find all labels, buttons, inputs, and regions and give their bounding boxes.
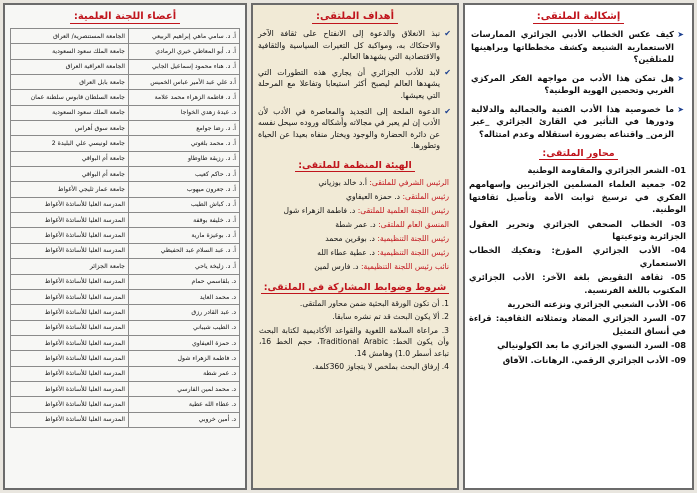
table-row <box>11 320 240 335</box>
member-name: أ. د. محمد بلغوتي <box>129 136 240 151</box>
member-name: أ. د. أبو المعاطي خيري الرمادي <box>129 44 240 59</box>
member-institution: جامعة السلطان قابوس سلطنة عمان <box>11 90 129 105</box>
member-name: أ.د علي عبد الأمير عباس الخميس <box>129 75 240 90</box>
question-item: ➤ ما خصوصية هذا الأدب الفنية والجمالية والدلالية ودورها في التأثير في القارئ الجزائري _عبر الزمن_ واقتناعه بضرورة استقلاله وعدم امتثاله؟ <box>471 103 684 139</box>
check-icon: ✔ <box>444 29 451 38</box>
member-name: د. عمر شطة <box>129 366 240 381</box>
org-line: رئيس اللجنة العلمية للملتقى: د. فاطمة الزهراء شول <box>283 205 449 215</box>
org-title: الهيئة المنظمة للملتقى: <box>253 160 457 171</box>
member-institution: المدرسة العليا للأساتذة الأغواط <box>11 366 129 381</box>
table-row <box>11 75 240 90</box>
member-name: أ. د. عبد السلام عبد الحفيظي <box>129 243 240 258</box>
condition-item: 1. أن تكون الورقة البحثية ضمن محاور الملتقى. <box>299 298 449 308</box>
table-row <box>11 259 240 274</box>
member-name: أ. د. خليفة بوقفة <box>129 213 240 228</box>
table-row <box>11 366 240 381</box>
member-institution: جامعة أم البواقي <box>11 151 129 166</box>
member-institution: المدرسة العليا للأساتذة الأغواط <box>11 274 129 289</box>
member-institution: المدرسة العليا للأساتذة الأغواط <box>11 213 129 228</box>
member-name: د. بلقاسمي حمام <box>129 274 240 289</box>
member-institution: المدرسة العليا للأساتذة الأغواط <box>11 381 129 396</box>
conditions-title: شروط وضوابط المشاركة في الملتقى: <box>253 282 457 293</box>
member-name: أ. د. حاكم كعيب <box>129 167 240 182</box>
axis-item: 05- ثقافة التقويض بلغة الآخر: الأدب الجزائري المكتوب باللغة الفرنسية. <box>469 272 686 295</box>
member-institution: جامعة أم البواقي <box>11 167 129 182</box>
table-row <box>11 274 240 289</box>
member-name: أ. د. فاطمة الزهراء محمد علامة <box>129 90 240 105</box>
problem-panel <box>463 3 694 490</box>
member-name: أ. د. زليخة ياحي <box>129 259 240 274</box>
member-name: أ. د. بوعيزة مارية <box>129 228 240 243</box>
member-name: أ. د. رزيقة طاوطاو <box>129 151 240 166</box>
condition-item: 2. ألا يكون البحث قد تم نشره سابقا. <box>332 312 449 322</box>
member-name: د. أمين خروبي <box>129 412 240 427</box>
member-institution: الجامعة العراقية العراق <box>11 59 129 74</box>
org-line: نائب رئيس اللجنة التنظيمية: د. فارس لمين <box>314 261 449 271</box>
table-row <box>11 167 240 182</box>
axis-item: 07- السرد الجزائري المضاد وتمثلاته الثقافية: قراءة في أنساق التمثيل <box>469 313 686 336</box>
member-name: د. محمد العايد <box>129 289 240 304</box>
table-row <box>11 151 240 166</box>
member-institution: جامعة عمار ثليجي الأغواط <box>11 182 129 197</box>
committee-title: أعضاء اللجنة العلمية: <box>5 11 245 22</box>
table-row <box>11 397 240 412</box>
condition-item: 4. إرفاق البحث بملخص لا يتجاوز 360كلمة. <box>312 361 449 371</box>
goal-item: ✔ لابد للأدب الجزائري أن يجاري هذه التطورات التي يشهدها العالم ليصبح أكثر استيعابا وتفاعلا مع المرحلة التي يعيشها. <box>258 67 451 100</box>
member-institution: جامعة سوق أهراس <box>11 121 129 136</box>
axis-item: 04- الأدب الجزائري المؤرخ: وتفكيك الخطاب الاستعماري <box>469 245 686 268</box>
member-institution: المدرسة العليا للأساتذة الأغواط <box>11 397 129 412</box>
member-institution: المدرسة العليا للأساتذة الأغواط <box>11 228 129 243</box>
table-row <box>11 351 240 366</box>
member-institution: المدرسة العليا للأساتذة الأغواط <box>11 320 129 335</box>
org-line: الرئيس الشرفي للملتقى: أ.د خالد بوزياني <box>318 177 449 187</box>
axis-item: 08- السرد النسوي الجزائري ما بعد الكولونيالي <box>497 340 686 351</box>
axis-item: 06- الأدب الشعبي الجزائري ونزعته التحررية <box>507 299 686 310</box>
goal-item: ✔ نبذ الانغلاق والدعوة إلى الانفتاح على ثقافة الآخر والاحتكاك به، ومواكبة كل التغيرات السياسية والثقافية والاقتصادية التي يشهدها العالم. <box>258 29 451 62</box>
table-row <box>11 105 240 120</box>
member-name: أ. د. جعرون ميهوب <box>129 182 240 197</box>
table-row <box>11 305 240 320</box>
org-line: رئيس الملتقى: د. حمزة العيفاوي <box>346 191 449 201</box>
org-line: رئيس اللجنة التنظيمية: د. بوقرين محمد <box>325 233 449 243</box>
check-icon: ✔ <box>444 106 451 116</box>
member-institution: المدرسة العليا للأساتذة الأغواط <box>11 412 129 427</box>
table-row <box>11 412 240 427</box>
table-row <box>11 121 240 136</box>
goals-panel <box>251 3 459 490</box>
axis-item: 03- الخطاب الصحفي الجزائري وتحرير العقول الجزائرية وتوعيتها <box>469 218 686 242</box>
conference-flyer <box>3 3 694 490</box>
member-institution: المدرسة العليا للأساتذة الأغواط <box>11 351 129 366</box>
table-row <box>11 213 240 228</box>
question-item: ➤ كيف عكس الخطاب الأدبي الجزائري الممارسات الاستعمارية الشنيعة وكشف مخططاتها وبراهينها للمتلقين؟ <box>471 29 684 64</box>
member-institution: المدرسة العليا للأساتذة الأغواط <box>11 289 129 304</box>
member-institution: جامعة لونيسي علي البليدة 2 <box>11 136 129 151</box>
member-name: د. فاطمة الزهراء شول <box>129 351 240 366</box>
member-institution: جامعة الجزائر <box>11 259 129 274</box>
table-row <box>11 381 240 396</box>
arrow-icon: ➤ <box>677 104 684 114</box>
org-line: المنسق العام للملتقى: د. عمر شطة <box>335 219 449 229</box>
check-icon: ✔ <box>444 67 451 77</box>
committee-table <box>10 28 240 428</box>
table-row <box>11 59 240 74</box>
question-item: ➤ هل تمكن هذا الأدب من مواجهة الفكر المركزي الغربي وتحصين الهوية الوطنية؟ <box>471 72 684 95</box>
arrow-icon: ➤ <box>677 73 684 83</box>
member-name: د. عيدة زهدي الخواجا <box>129 105 240 120</box>
member-name: أ. د. سامي ماهي إبراهيم الربيعي <box>129 29 240 44</box>
member-institution: المدرسة العليا للأساتذة الأغواط <box>11 305 129 320</box>
member-institution: جامعة الملك سعود السعودية <box>11 105 129 120</box>
member-institution: الجامعة المستنصرية/ العراق <box>11 29 129 44</box>
table-row <box>11 90 240 105</box>
arrow-icon: ➤ <box>677 30 684 39</box>
axis-item: 02- جمعية العلماء المسلمين الجزائريين وإسهامهم الفكري في ترسيخ ثوابت الأمة وتأصيل ثقافتها الوطنية. <box>469 179 686 215</box>
member-name: أ. د. كباش الطيب <box>129 197 240 212</box>
axis-item: 09- الأدب الجزائري الرقمي. الرهانات. الآفاق <box>502 354 686 365</box>
member-name: د. الطيب شيباني <box>129 320 240 335</box>
member-institution: جامعة الملك سعود السعودية <box>11 44 129 59</box>
table-row <box>11 289 240 304</box>
member-institution: المدرسة العليا للأساتذة الأغواط <box>11 243 129 258</box>
table-row <box>11 182 240 197</box>
table-row <box>11 44 240 59</box>
condition-item: 3. مراعاة السلامة اللغوية والقواعد الأكاديمية لكتابة البحث وأن يكون الخط: Traditional Arabic، حجم الخط 16، تباعد أسطر 1.0) وهامش 14. <box>259 325 449 358</box>
committee-panel <box>3 3 247 490</box>
member-name: د. محمد لمين الفارسي <box>129 381 240 396</box>
goals-title: أهداف الملتقى: <box>253 11 457 22</box>
member-institution: جامعة بابل العراق <box>11 75 129 90</box>
member-name: أ. د. رضا جوامع <box>129 121 240 136</box>
member-institution: المدرسة العليا للأساتذة الأغواط <box>11 335 129 350</box>
member-name: د. عطاء الله عطية <box>129 397 240 412</box>
member-name: د. حمزة العيفاوي <box>129 335 240 350</box>
member-name: د. عبد القادر رزق <box>129 305 240 320</box>
member-name: أ. د. هناء محمود إسماعيل الجابي <box>129 59 240 74</box>
org-line: رئيس اللجنة التنظيمية: د. عطية عطاء الله <box>317 247 449 257</box>
table-row <box>11 136 240 151</box>
axes-title: محاور الملتقى: <box>465 148 692 159</box>
table-row <box>11 29 240 44</box>
table-row <box>11 197 240 212</box>
table-row <box>11 228 240 243</box>
axis-item: 01- الشعر الجزائري والمقاومة الوطنية <box>527 165 686 175</box>
member-institution: المدرسة العليا للأساتذة الأغواط <box>11 197 129 212</box>
table-row <box>11 335 240 350</box>
table-row <box>11 243 240 258</box>
goal-item: ✔ الدعوة الملحة إلى التجديد والمعاصرة في الأدب لأن الأدب إن لم يعبر في مجالاته وأشكاله وروده سيحل نفسه عن دائرة الحضارة والوجود ويختار منفاه بعيدا عن الحياة وتطورها. <box>257 106 451 151</box>
problem-title: إشكالية الملتقى: <box>465 11 692 22</box>
